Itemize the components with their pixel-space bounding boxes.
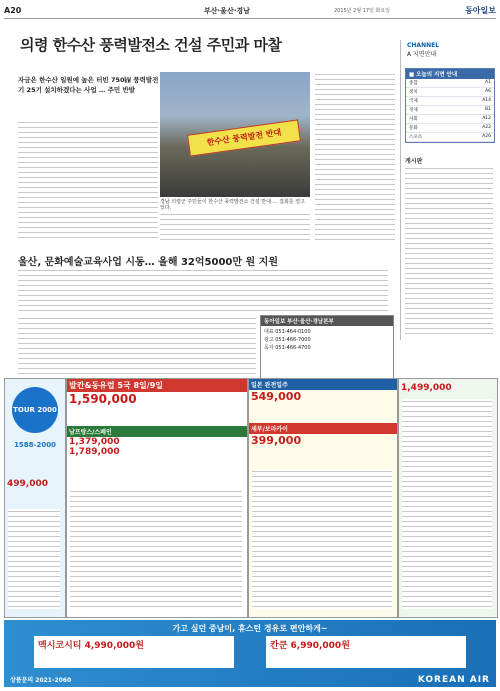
index-label: 정치 — [409, 90, 418, 95]
tour-ad-column — [4, 378, 66, 618]
index-label: 문화 — [409, 126, 418, 131]
travel-ad-title: 일본 완전일주 — [249, 379, 397, 390]
index-label: 경제 — [409, 108, 418, 113]
notice-title: 게시판 — [405, 158, 423, 165]
article-body-col2 — [160, 212, 310, 244]
index-row — [406, 97, 494, 106]
index-label: 사회 — [409, 117, 418, 122]
travel-price-2: 399,000 — [251, 434, 302, 447]
article-body-col3 — [315, 72, 395, 244]
main-headline: 의령 한수산 풍력발전소 건설 주민과 마찰 — [20, 36, 282, 54]
page-header — [4, 4, 496, 19]
contact-phone: 상품문의 2021-2060 — [10, 677, 72, 684]
protest-photo — [160, 72, 310, 197]
bottom-airline-banner — [4, 620, 496, 687]
main-lead: 자금은 한수산 일원에 높은 터빈 750㎾ 풍력발전기 25기 설치하겠다는 사업 … 주민 반발 — [18, 76, 159, 94]
index-page: A14 — [482, 98, 491, 103]
publication-date: 2015년 2월 17일 화요일 — [334, 8, 391, 14]
info-line: 독자 051-466-4700 — [264, 345, 311, 351]
tour-price-2: 1,379,000 — [69, 437, 120, 447]
travel-price: 549,000 — [251, 390, 302, 403]
offer-box-2 — [266, 636, 466, 668]
tour-ad-title: 발칸&동유럽 5국 8일/9일 — [67, 379, 247, 392]
channel-title: A 지면안내 — [407, 51, 437, 58]
bottom-banner-title: 가고 싶던 중남미, 휴스턴 경유로 편안하게~ — [172, 624, 328, 633]
travel-ad-listing — [252, 469, 392, 609]
index-page: A22 — [482, 125, 491, 130]
airline-logo: KOREAN AIR — [417, 675, 490, 685]
section-name: 부산·울산·경남 — [204, 7, 250, 15]
protest-banner: 한수산 풍력발전 반대 — [187, 119, 301, 156]
tour-ad-subtitle: 남프랑스/스페인 — [67, 426, 247, 437]
info-title: 동아일보 부산·울산·경남본부 — [261, 316, 393, 326]
index-label: 종합 — [409, 81, 418, 86]
travel-price-3: 1,499,000 — [401, 383, 452, 393]
index-row — [406, 79, 494, 88]
sidebar — [400, 40, 497, 340]
info-box — [260, 315, 394, 379]
index-row — [406, 133, 494, 142]
index-page: A1 — [485, 80, 491, 85]
newspaper-name: 동아일보 — [465, 6, 496, 15]
tour-ad-main — [66, 378, 248, 618]
tour-main-price: 1,590,000 — [69, 392, 137, 406]
page-index — [405, 68, 495, 143]
article-body-col1 — [18, 120, 158, 240]
info-line: 대표 051-464-0100 — [264, 329, 311, 335]
tour-logo: TOUR 2000 — [12, 387, 58, 433]
offer-price-1: 멕시코시티 4,990,000원 — [38, 641, 144, 651]
offer-price-2: 칸쿤 6,990,000원 — [270, 641, 350, 651]
notice-body — [405, 166, 493, 336]
second-headline: 울산, 문화예술교육사업 시동… 올해 32억5000만 원 지원 — [18, 257, 278, 268]
index-label: 국제 — [409, 99, 418, 104]
info-line: 광고 051-466-7000 — [264, 337, 311, 343]
travel-ad-right-listing — [402, 399, 492, 609]
index-page: A12 — [482, 116, 491, 121]
index-label: 스포츠 — [409, 135, 423, 140]
tour-price-3: 1,789,000 — [69, 447, 120, 457]
index-row — [406, 124, 494, 133]
index-row — [406, 106, 494, 115]
channel-label: CHANNEL — [407, 42, 440, 49]
index-row — [406, 115, 494, 124]
photo-caption: 경남 의령군 주민들이 한수산 풍력발전소 건설 반대 … 집회를 열고 있다. — [160, 199, 305, 211]
index-title: ■ 오늘의 지면 안내 — [406, 69, 494, 79]
tour-ad-listing — [70, 489, 242, 609]
travel-ad-center — [248, 378, 398, 618]
index-row — [406, 88, 494, 97]
second-article-body — [18, 268, 388, 313]
travel-ad-right — [398, 378, 498, 618]
index-page: B1 — [485, 107, 491, 112]
tour-ad-text — [8, 509, 60, 609]
tour-phone: 1588-2000 — [14, 441, 56, 449]
travel-ad-title-2: 세부/보라카이 — [249, 423, 397, 434]
channel-box — [407, 42, 491, 58]
second-article-body-2 — [18, 316, 256, 374]
tour-price: 499,000 — [7, 479, 48, 489]
index-page: A26 — [482, 134, 491, 139]
advertisement-area — [4, 378, 496, 618]
index-page: A6 — [485, 89, 491, 94]
page-number: A20 — [4, 6, 22, 15]
offer-box-1 — [34, 636, 234, 668]
